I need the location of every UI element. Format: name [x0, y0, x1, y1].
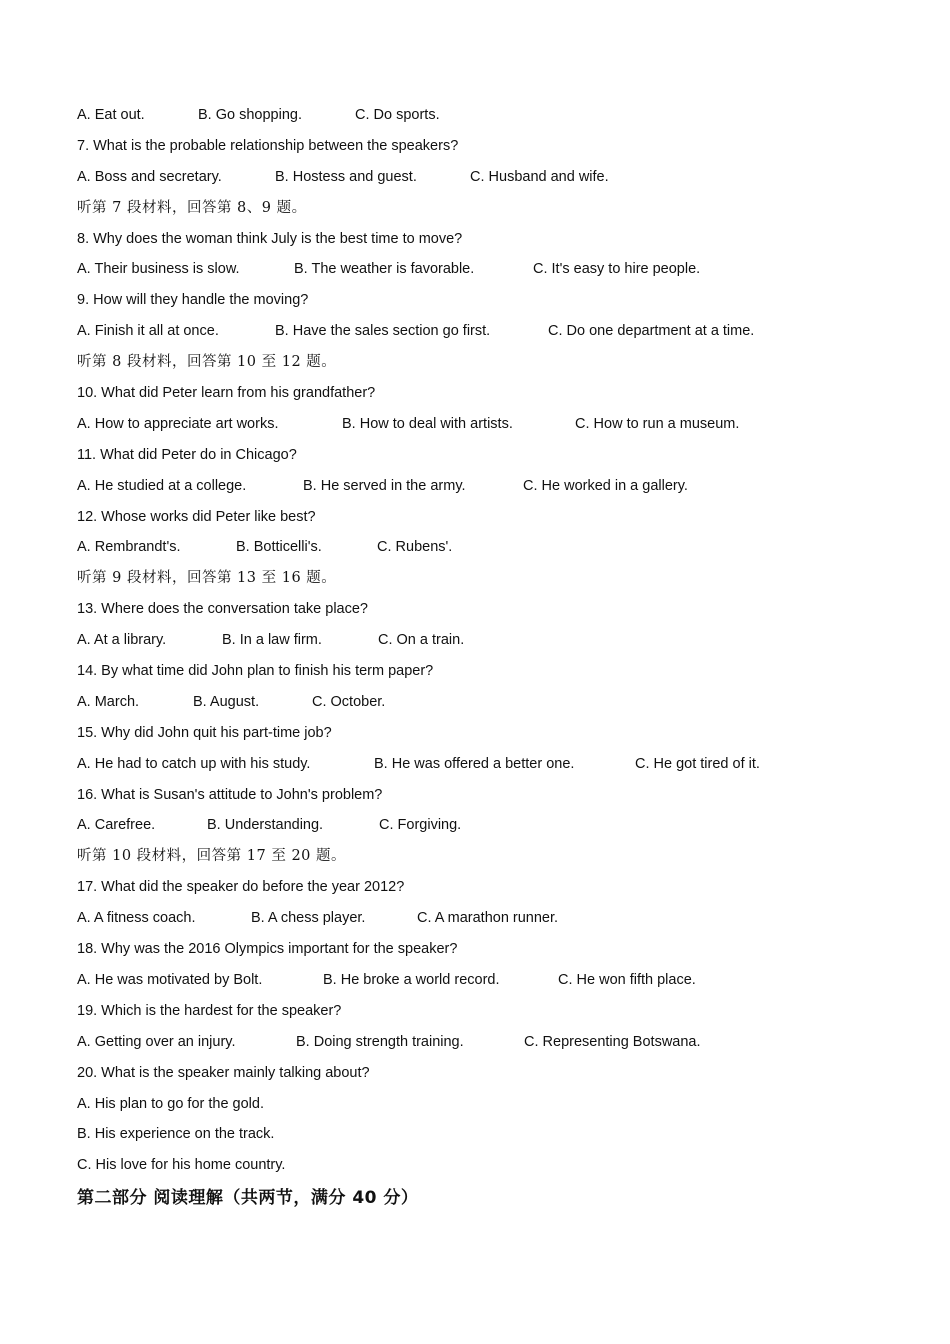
answer-option: B. Understanding.	[207, 817, 324, 834]
section-instruction: 听第 10 段材料，回答第 17 至 20 题。	[77, 848, 347, 865]
answer-option: C. He worked in a gallery.	[523, 477, 688, 494]
section-instruction: 听第 9 段材料，回答第 13 至 16 题。	[77, 570, 337, 587]
question-text: 16. What is Susan's attitude to John's problem?	[77, 786, 383, 803]
answer-options	[77, 471, 897, 502]
question-text: C. His love for his home country.	[77, 1157, 286, 1174]
answer-option: B. He served in the army.	[303, 477, 466, 494]
answer-option: A. March.	[77, 693, 140, 710]
answer-options	[77, 409, 897, 440]
answer-option: C. Do one department at a time.	[548, 323, 755, 340]
question-text: 12. Whose works did Peter like best?	[77, 508, 316, 525]
question-text: 19. Which is the hardest for the speaker?	[77, 1002, 342, 1019]
answer-option: B. How to deal with artists.	[342, 415, 513, 432]
question-lines	[77, 100, 897, 1181]
answer-option: A. A fitness coach.	[77, 910, 196, 927]
section-instruction: 听第 8 段材料，回答第 10 至 12 题。	[77, 354, 337, 371]
question-text: 11. What did Peter do in Chicago?	[77, 446, 297, 463]
answer-option: B. A chess player.	[251, 910, 366, 927]
answer-option: B. He broke a world record.	[323, 971, 500, 988]
answer-options	[77, 162, 897, 193]
answer-option: B. In a law firm.	[222, 632, 322, 649]
answer-options	[77, 625, 897, 656]
answer-option: A. Rembrandt's.	[77, 539, 181, 556]
answer-option: A. Finish it all at once.	[77, 323, 219, 340]
question-text: 10. What did Peter learn from his grandfather?	[77, 385, 376, 402]
answer-option: B. He was offered a better one.	[374, 755, 575, 772]
answer-option: A. Their business is slow.	[77, 261, 240, 278]
question-text: B. His experience on the track.	[77, 1126, 275, 1143]
answer-options	[77, 100, 897, 131]
question-text: 14. By what time did John plan to finish his term paper?	[77, 663, 434, 680]
answer-option: A. How to appreciate art works.	[77, 415, 279, 432]
answer-option: A. He had to catch up with his study.	[77, 755, 311, 772]
question-text: 7. What is the probable relationship between the speakers?	[77, 137, 459, 154]
answer-options	[77, 316, 897, 347]
answer-option: C. Husband and wife.	[470, 168, 609, 185]
question-text: A. His plan to go for the gold.	[77, 1095, 264, 1112]
answer-option: C. On a train.	[378, 632, 465, 649]
document-page	[77, 100, 897, 1215]
answer-option: A. He was motivated by Bolt.	[77, 971, 263, 988]
question-text: 20. What is the speaker mainly talking about?	[77, 1064, 370, 1081]
answer-options	[77, 749, 897, 780]
question-text: 17. What did the speaker do before the year 2012?	[77, 879, 405, 896]
question-text: 18. Why was the 2016 Olympics important for the speaker?	[77, 941, 458, 958]
question-text: 8. Why does the woman think July is the best time to move?	[77, 230, 463, 247]
question-text: 15. Why did John quit his part-time job?	[77, 724, 332, 741]
answer-option: B. Doing strength training.	[296, 1033, 464, 1050]
answer-option: A. Carefree.	[77, 817, 156, 834]
answer-option: C. Rubens'.	[377, 539, 453, 556]
answer-option: C. Do sports.	[355, 107, 440, 123]
answer-options	[77, 532, 897, 563]
answer-option: C. He won fifth place.	[558, 971, 696, 988]
answer-options	[77, 965, 897, 996]
answer-option: C. Representing Botswana.	[524, 1033, 701, 1050]
answer-option: A. At a library.	[77, 632, 167, 649]
answer-option: A. Getting over an injury.	[77, 1033, 236, 1050]
answer-option: B. Hostess and guest.	[275, 168, 417, 185]
answer-option: C. October.	[312, 693, 386, 710]
answer-option: C. Forgiving.	[379, 817, 462, 834]
question-text: 13. Where does the conversation take place?	[77, 601, 368, 618]
answer-option: C. A marathon runner.	[417, 910, 559, 927]
answer-option: A. Eat out.	[77, 107, 145, 123]
answer-option: B. Go shopping.	[198, 107, 302, 123]
section-heading: 第二部分 阅读理解（共两节，满分 40 分）	[77, 1188, 419, 1209]
answer-option: A. He studied at a college.	[77, 477, 247, 494]
answer-options	[77, 254, 897, 285]
answer-option: B. Botticelli's.	[236, 539, 322, 556]
answer-options	[77, 903, 897, 934]
section-instruction: 听第 7 段材料，回答第 8、9 题。	[77, 199, 307, 216]
answer-option: B. The weather is favorable.	[294, 261, 475, 278]
question-text: 9. How will they handle the moving?	[77, 292, 309, 309]
answer-option: A. Boss and secretary.	[77, 168, 222, 185]
answer-option: B. August.	[193, 693, 260, 710]
answer-options	[77, 687, 897, 718]
answer-option: C. He got tired of it.	[635, 755, 760, 772]
answer-option: C. It's easy to hire people.	[533, 261, 701, 278]
answer-options	[77, 810, 897, 841]
answer-options	[77, 1027, 897, 1058]
answer-option: B. Have the sales section go first.	[275, 323, 491, 340]
answer-option: C. How to run a museum.	[575, 415, 740, 432]
